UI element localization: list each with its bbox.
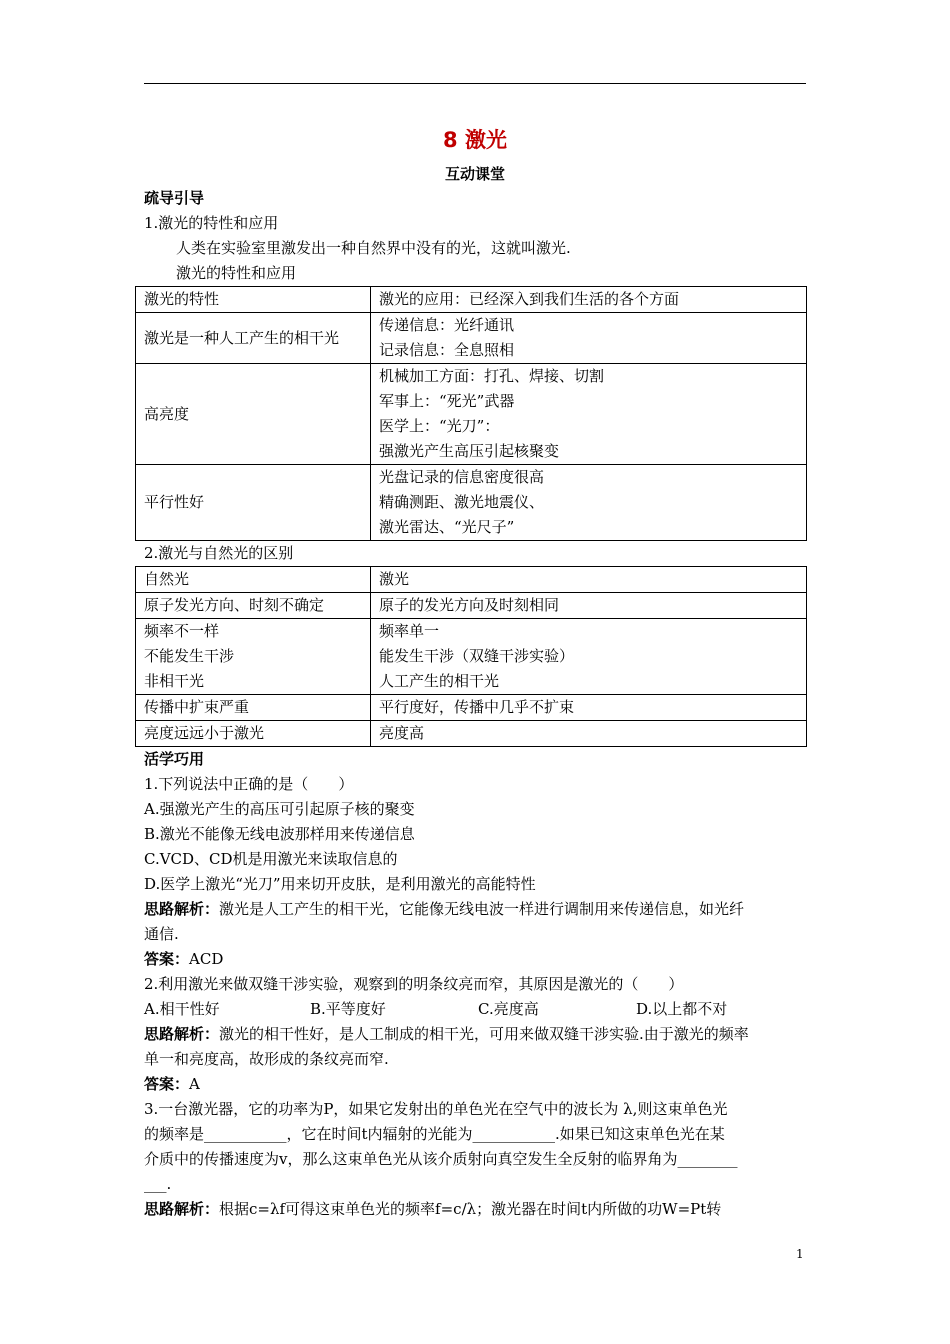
page-subtitle: 互动课堂	[444, 165, 505, 183]
table-header-cell: 激光的特性	[136, 287, 371, 313]
analysis-text: 根据c=λf可得这束单色光的频率f=c/λ；激光器在时间t内所做的功W=Pt转	[219, 1200, 722, 1218]
question-1	[144, 772, 808, 972]
option: D.医学上激光“光刀”用来切开皮肤，是利用激光的高能特性	[144, 875, 536, 893]
table-row	[136, 465, 807, 541]
cell-line: 机械加工方面：打孔、焊接、切割	[379, 367, 605, 385]
document-body	[144, 186, 808, 1222]
paragraph: 人类在实验室里激发出一种自然界中没有的光，这就叫激光.	[176, 239, 571, 257]
option: C.VCD、CD机是用激光来读取信息的	[144, 850, 398, 868]
analysis	[144, 1022, 808, 1047]
table-header-cell: 激光的应用：已经深入到我们生活的各个方面	[371, 287, 807, 313]
cell-line: 传递信息：光纤通讯	[379, 316, 515, 334]
cell-line: 人工产生的相干光	[379, 672, 500, 690]
table-cell: 原子的发光方向及时刻相同	[371, 593, 807, 619]
question-stem: 2.利用激光来做双缝干涉实验，观察到的明条纹亮而窄，其原因是激光的（ ）	[144, 975, 684, 993]
options-row	[144, 997, 808, 1022]
table-cell: 原子发光方向、时刻不确定	[136, 593, 371, 619]
question-text: 3.一台激光器，它的功率为P，如果它发射出的单色光在空气中的波长为 λ,则这束单色光	[144, 1100, 728, 1118]
subheading: 1.激光的特性和应用	[144, 214, 279, 232]
properties-table	[135, 286, 807, 541]
header-rule	[144, 83, 806, 84]
analysis-text: 激光是人工产生的相干光，它能像无线电波一样进行调制用来传递信息，如光纤	[219, 900, 745, 918]
table-row	[136, 619, 807, 695]
question-2	[144, 972, 808, 1097]
answer-label: 答案：	[144, 1075, 190, 1093]
question-text: ___.	[144, 1175, 172, 1193]
table-cell	[371, 364, 807, 465]
option: A.强激光产生的高压可引起原子核的聚变	[144, 800, 415, 818]
table-header-cell: 自然光	[136, 567, 371, 593]
analysis	[144, 1197, 808, 1222]
option: A.相干性好	[144, 1000, 220, 1018]
analysis-label: 思路解析：	[144, 1025, 220, 1043]
section-heading: 疏导引导	[144, 189, 205, 207]
comparison-table	[135, 566, 807, 747]
cell-line: 光盘记录的信息密度很高	[379, 468, 545, 486]
analysis	[144, 897, 808, 922]
question-text: 介质中的传播速度为v，那么这束单色光从该介质射向真空发生全反射的临界角为________	[144, 1150, 738, 1168]
analysis-label: 思路解析：	[144, 1200, 220, 1218]
question-3	[144, 1097, 808, 1222]
table-cell: 亮度远远小于激光	[136, 721, 371, 747]
page-number: 1	[796, 1247, 804, 1261]
table-cell	[371, 619, 807, 695]
table-cell: 激光是一种人工产生的相干光	[136, 313, 371, 364]
table-row	[136, 364, 807, 465]
table-cell	[371, 465, 807, 541]
cell-line: 能发生干涉（双缝干涉实验）	[379, 647, 575, 665]
option: C.亮度高	[478, 1000, 539, 1018]
table-cell: 高亮度	[136, 364, 371, 465]
table-cell: 亮度高	[371, 721, 807, 747]
answer-value: A	[189, 1075, 200, 1093]
table-cell	[371, 313, 807, 364]
table-header-cell: 激光	[371, 567, 807, 593]
table-cell: 平行性好	[136, 465, 371, 541]
cell-line: 记录信息：全息照相	[379, 341, 515, 359]
answer-label: 答案：	[144, 950, 190, 968]
cell-line: 非相干光	[144, 672, 205, 690]
option: B.平等度好	[310, 1000, 386, 1018]
page-title: 8 激光	[443, 128, 507, 152]
table-header-row	[136, 287, 807, 313]
answer	[144, 1072, 808, 1097]
option: D.以上都不对	[636, 1000, 728, 1018]
table-row	[136, 695, 807, 721]
table-row	[136, 721, 807, 747]
cell-line: 频率不一样	[144, 622, 220, 640]
answer-value: ACD	[189, 950, 224, 968]
table-cell	[136, 619, 371, 695]
cell-line: 医学上：“光刀”：	[379, 417, 500, 435]
analysis-text: 激光的相干性好，是人工制成的相干光，可用来做双缝干涉实验.由于激光的频率	[219, 1025, 749, 1043]
cell-line: 强激光产生高压引起核聚变	[379, 442, 560, 460]
answer	[144, 947, 808, 972]
cell-line: 不能发生干涉	[144, 647, 235, 665]
subheading: 2.激光与自然光的区别	[144, 544, 294, 562]
question-stem: 1.下列说法中正确的是（ ）	[144, 775, 354, 793]
analysis-continued: 通信.	[144, 925, 179, 943]
table-header-row	[136, 567, 807, 593]
cell-line: 激光雷达、“光尺子”	[379, 518, 515, 536]
option: B.激光不能像无线电波那样用来传递信息	[144, 825, 415, 843]
table-row	[136, 313, 807, 364]
analysis-label: 思路解析：	[144, 900, 220, 918]
table-cell: 传播中扩束严重	[136, 695, 371, 721]
paragraph: 激光的特性和应用	[176, 264, 297, 282]
section-heading: 活学巧用	[144, 750, 205, 768]
table-cell: 平行度好，传播中几乎不扩束	[371, 695, 807, 721]
cell-line: 精确测距、激光地震仪、	[379, 493, 545, 511]
cell-line: 频率单一	[379, 622, 440, 640]
question-text: 的频率是___________，它在时间t内辐射的光能为___________.如果已知这束单色光在某	[144, 1125, 725, 1143]
table-row	[136, 593, 807, 619]
cell-line: 军事上：“死光”武器	[379, 392, 515, 410]
analysis-continued: 单一和亮度高，故形成的条纹亮而窄.	[144, 1050, 389, 1068]
